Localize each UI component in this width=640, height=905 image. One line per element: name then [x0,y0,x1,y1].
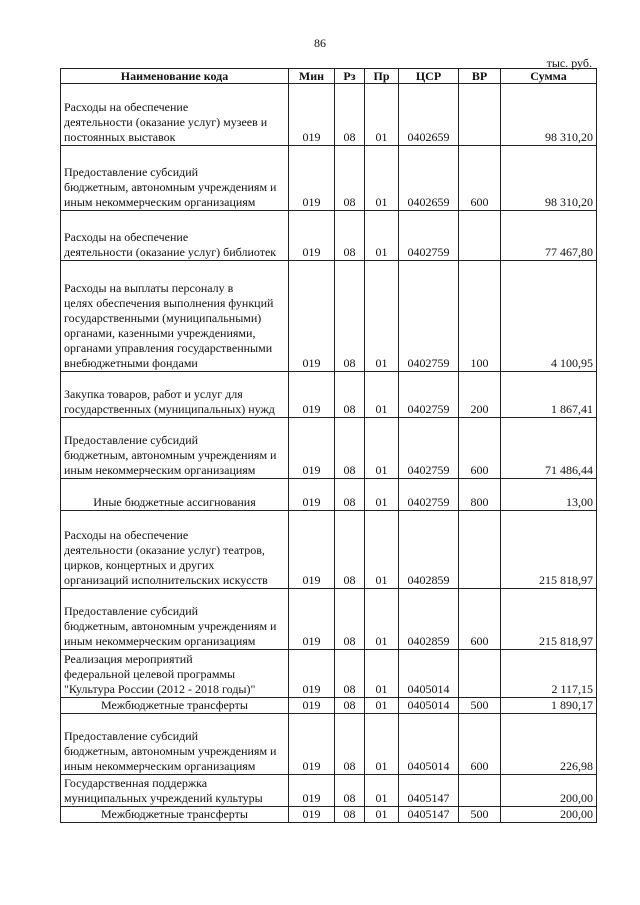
cell-sum: 4 100,95 [501,261,597,372]
header-csr: ЦСР [399,69,459,84]
cell-pr: 01 [365,775,399,807]
cell-min: 019 [289,589,335,650]
cell-csr: 0402759 [399,211,459,261]
cell-csr: 0402859 [399,589,459,650]
cell-rz: 08 [335,775,365,807]
cell-min: 019 [289,211,335,261]
cell-pr: 01 [365,479,399,511]
cell-min: 019 [289,807,335,823]
cell-csr: 0402759 [399,418,459,479]
cell-sum: 98 310,20 [501,84,597,146]
cell-vr: 100 [459,261,501,372]
cell-sum: 1 867,41 [501,372,597,418]
table-row [61,714,597,775]
header-min: Мин [289,69,335,84]
cell-rz: 08 [335,211,365,261]
cell-rz: 08 [335,807,365,823]
cell-csr: 0402659 [399,146,459,211]
cell-min: 019 [289,650,335,698]
units-label: тыс. руб. [546,56,592,70]
cell-name: Реализация мероприятий федеральной целевой программы "Культура России (2012 - 2018 годы)" [61,650,289,698]
cell-csr: 0405147 [399,775,459,807]
cell-pr: 01 [365,372,399,418]
cell-name: Межбюджетные трансферты [61,698,289,714]
cell-sum: 226,98 [501,714,597,775]
cell-pr: 01 [365,211,399,261]
cell-rz: 08 [335,84,365,146]
cell-sum: 215 818,97 [501,511,597,589]
cell-min: 019 [289,372,335,418]
cell-pr: 01 [365,589,399,650]
header-vr: ВР [459,69,501,84]
cell-rz: 08 [335,511,365,589]
cell-min: 019 [289,261,335,372]
cell-min: 019 [289,698,335,714]
cell-name: Предоставление субсидий бюджетным, автономным учреждениям и иным некоммерческим организациям [61,418,289,479]
cell-min: 019 [289,714,335,775]
cell-pr: 01 [365,650,399,698]
table-row [61,418,597,479]
cell-name: Расходы на обеспечение деятельности (оказание услуг) театров, цирков, концертных и других организаций исполнительских искусств [61,511,289,589]
cell-sum: 71 486,44 [501,418,597,479]
header-sum: Сумма [501,69,597,84]
cell-rz: 08 [335,589,365,650]
cell-min: 019 [289,146,335,211]
cell-rz: 08 [335,479,365,511]
table-row [61,650,597,698]
cell-pr: 01 [365,714,399,775]
cell-pr: 01 [365,261,399,372]
table-row [61,146,597,211]
cell-name: Закупка товаров, работ и услуг для государственных (муниципальных) нужд [61,372,289,418]
cell-vr: 200 [459,372,501,418]
table-header-row [61,69,597,84]
cell-vr: 600 [459,714,501,775]
cell-csr: 0405014 [399,714,459,775]
cell-sum: 2 117,15 [501,650,597,698]
cell-name: Расходы на обеспечение деятельности (оказание услуг) библиотек [61,211,289,261]
cell-vr: 600 [459,589,501,650]
header-name: Наименование кода [61,69,289,84]
cell-name: Расходы на выплаты персоналу в целях обеспечения выполнения функций государственными (муниципальными) органами, казенными учреждениями, органами управления государственными внебюджетными фондами [61,261,289,372]
cell-rz: 08 [335,418,365,479]
table-row [61,372,597,418]
table-row [61,511,597,589]
header-pr: Пр [365,69,399,84]
cell-min: 019 [289,775,335,807]
cell-sum: 215 818,97 [501,589,597,650]
cell-rz: 08 [335,372,365,418]
cell-min: 019 [289,84,335,146]
cell-sum: 200,00 [501,775,597,807]
cell-name: Предоставление субсидий бюджетным, автономным учреждениям и иным некоммерческим организациям [61,589,289,650]
cell-csr: 0405014 [399,698,459,714]
table-row [61,807,597,823]
cell-name: Межбюджетные трансферты [61,807,289,823]
cell-rz: 08 [335,146,365,211]
table-row [61,479,597,511]
table-row [61,589,597,650]
cell-vr: 500 [459,698,501,714]
header-rz: Рз [335,69,365,84]
cell-name: Предоставление субсидий бюджетным, автономным учреждениям и иным некоммерческим организациям [61,146,289,211]
cell-name: Расходы на обеспечение деятельности (оказание услуг) музеев и постоянных выставок [61,84,289,146]
cell-pr: 01 [365,698,399,714]
cell-rz: 08 [335,698,365,714]
cell-sum: 98 310,20 [501,146,597,211]
cell-vr [459,84,501,146]
cell-min: 019 [289,418,335,479]
cell-pr: 01 [365,84,399,146]
cell-sum: 200,00 [501,807,597,823]
cell-pr: 01 [365,418,399,479]
cell-vr [459,650,501,698]
cell-csr: 0402859 [399,511,459,589]
budget-table [60,68,597,823]
table-row [61,775,597,807]
cell-min: 019 [289,511,335,589]
cell-csr: 0402659 [399,84,459,146]
cell-csr: 0405014 [399,650,459,698]
cell-vr [459,511,501,589]
cell-pr: 01 [365,807,399,823]
cell-csr: 0402759 [399,479,459,511]
cell-sum: 13,00 [501,479,597,511]
cell-sum: 77 467,80 [501,211,597,261]
cell-vr [459,775,501,807]
cell-vr: 800 [459,479,501,511]
table-row [61,211,597,261]
table-row [61,84,597,146]
cell-sum: 1 890,17 [501,698,597,714]
cell-vr: 600 [459,146,501,211]
cell-csr: 0405147 [399,807,459,823]
cell-vr: 600 [459,418,501,479]
cell-vr [459,211,501,261]
cell-name: Иные бюджетные ассигнования [61,479,289,511]
table-row [61,698,597,714]
cell-rz: 08 [335,261,365,372]
table-row [61,261,597,372]
cell-vr: 500 [459,807,501,823]
cell-name: Государственная поддержка муниципальных учреждений культуры [61,775,289,807]
cell-min: 019 [289,479,335,511]
cell-rz: 08 [335,650,365,698]
cell-csr: 0402759 [399,372,459,418]
cell-pr: 01 [365,511,399,589]
cell-name: Предоставление субсидий бюджетным, автономным учреждениям и иным некоммерческим организациям [61,714,289,775]
cell-csr: 0402759 [399,261,459,372]
page-number: 86 [314,36,326,50]
cell-rz: 08 [335,714,365,775]
cell-pr: 01 [365,146,399,211]
